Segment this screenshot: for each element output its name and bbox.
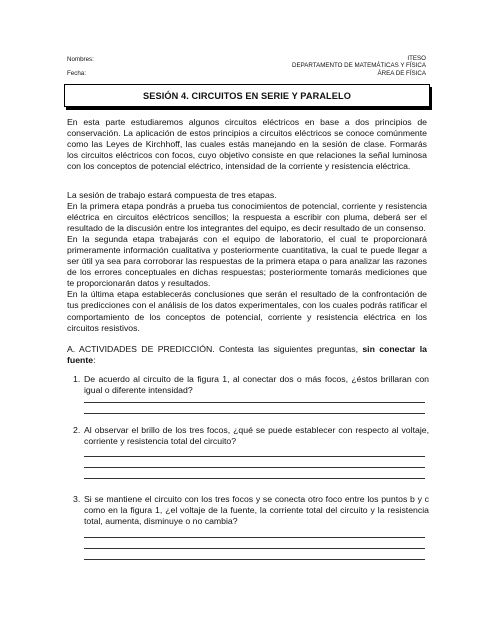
area-name: ÁREA DE FÍSICA — [377, 69, 426, 77]
section-a-end: : — [93, 355, 96, 366]
institution-name: ITESO — [407, 55, 426, 62]
session-title-box — [64, 84, 430, 107]
stages-intro: La sesión de trabajo estará compuesta de tres etapas. — [67, 190, 277, 200]
answer-line[interactable] — [84, 456, 425, 457]
answer-line[interactable] — [84, 548, 425, 549]
session-title: SESIÓN 4. CIRCUITOS EN SERIE Y PARALELO — [143, 90, 351, 101]
answer-line[interactable] — [84, 559, 425, 560]
question-text: De acuerdo al circuito de la figura 1, al conectar dos o más focos, ¿éstos brillaran con igual o diferente intensidad? — [84, 374, 429, 396]
header-left — [67, 56, 94, 84]
question-number: 3. — [73, 494, 81, 504]
fecha-label: Fecha: — [67, 69, 86, 77]
stage-second: En la segunda etapa trabajarás con el equipo de laboratorio, el cual te proporcionará primeramente información cualitativa y posteriormente cuantitativa, la cual te puede llegar a ser útil ya sea para corroborar las respuestas de la primera etapa o para analizar las razones de los errores conceptuales en dichas respuestas; posteriormente tomarás mediciones que te proporcionarán datos y resultados. — [67, 234, 427, 289]
question-2 — [73, 425, 429, 447]
answer-line[interactable] — [84, 413, 425, 414]
question-3 — [73, 494, 429, 528]
section-a-lead: A. ACTIVIDADES DE PREDICCIÓN. Contesta las siguientes preguntas, — [67, 344, 363, 354]
answer-line[interactable] — [84, 467, 425, 468]
stages-paragraph — [67, 190, 427, 334]
question-1 — [73, 374, 429, 396]
nombres-label: Nombres: — [67, 56, 94, 63]
stage-third: En la última etapa establecerás conclusiones que serán el resultado de la confrontación de tus predicciones con el análisis de los datos experimentales, con los cuales podrás ratificar el comportamiento de los conceptos de potencial, corriente y resistencia eléctrica en los circuitos resistivos. — [67, 289, 427, 333]
section-a-emphasis: sin conectar la fuente — [67, 344, 427, 366]
intro-paragraph: En esta parte estudiaremos algunos circuitos eléctricos en base a dos principios de conservación. La aplicación de estos principios a circuitos eléctricos se conoce comúnmente como las Leyes de Kirchhoff, las cuales estás manejando en la sesión de clase. Formarás los circuitos eléctricos con focos, cuyo objetivo consiste en que relaciones la señal luminosa con los conceptos de potencial eléctrico, intensidad de la corriente y resistencia eléctrica. — [67, 117, 427, 172]
answer-line[interactable] — [84, 478, 425, 479]
question-number: 2. — [73, 425, 81, 435]
answer-line[interactable] — [84, 402, 425, 403]
department-name: DEPARTAMENTO DE MATEMÁTICAS Y FÍSICA — [292, 62, 426, 70]
question-number: 1. — [73, 374, 81, 384]
answer-line[interactable] — [84, 537, 425, 538]
header-right — [292, 55, 426, 77]
stage-first: En la primera etapa pondrás a prueba tus conocimientos de potencial, corriente y resistencia eléctrica en circuitos eléctricos sencillos; la respuesta a escribir con pluma, deberá ser el resultado de la discusión entre los integrantes del equipo, es decir resultado de un consenso. — [67, 201, 427, 234]
question-text: Al observar el brillo de los tres focos, ¿qué se puede establecer con respecto al voltaje, corriente y resistencia total del circuito? — [84, 425, 429, 447]
question-text: Si se mantiene el circuito con los tres focos y se conecta otro foco entre los puntos b y c como en la figura 1, ¿el voltaje de la fuente, la corriente total del circuito y la resistencia total, aumenta, disminuye o no cambia? — [84, 494, 429, 527]
section-a-heading — [67, 344, 427, 366]
